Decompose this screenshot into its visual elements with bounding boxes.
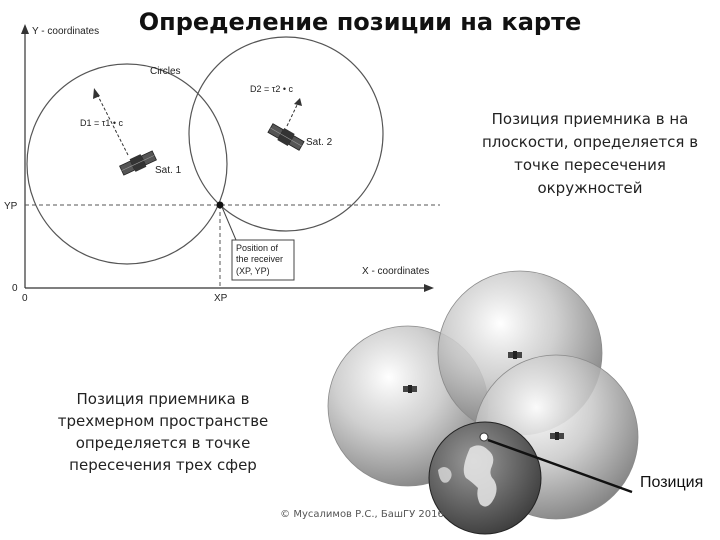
d1-arrowhead [93, 88, 100, 99]
circles-label: Circles [150, 66, 181, 77]
x-axis-arrow [424, 284, 434, 292]
sphere-satellite-1-icon [403, 385, 417, 393]
yp-label: YP [4, 201, 18, 212]
sphere-satellite-3-icon [550, 432, 564, 440]
d2-label: D2 = τ2 • c [250, 84, 293, 94]
spheres-diagram [328, 271, 703, 534]
space-caption: Позиция приемника в трехмерном пространстве определяется в точке пересечения трех сфер [57, 390, 269, 474]
sat1-label: Sat. 1 [155, 165, 182, 176]
satellite-2-icon [267, 122, 305, 152]
y-axis-arrow [21, 24, 29, 34]
position-point [480, 433, 488, 441]
d2-radius-arrow [287, 103, 298, 126]
receiver-line3: (XP, YP) [236, 266, 270, 276]
d2-arrowhead [294, 98, 302, 106]
sphere-satellite-2-icon [508, 351, 522, 359]
slide-title: Определение позиции на карте [138, 8, 582, 36]
satellite-1-icon [119, 149, 158, 177]
receiver-line2: the receiver [236, 254, 284, 264]
copyright-text: © Мусалимов Р.С., БашГУ 2016 [280, 509, 444, 520]
xp-label: XP [214, 293, 228, 304]
receiver-line1: Position of [236, 243, 279, 253]
origin-y-label: 0 [12, 283, 18, 294]
sat2-label: Sat. 2 [306, 137, 333, 148]
d1-label: D1 = τ1 • c [80, 118, 123, 128]
x-axis-label: X - coordinates [362, 266, 430, 277]
plane-caption: Позиция приемника в на плоскости, определяется в точке пересечения окружностей [481, 110, 699, 197]
origin-x-label: 0 [22, 293, 28, 304]
position-label: Позиция [640, 474, 704, 491]
y-axis-label: Y - coordinates [32, 26, 100, 37]
plane-diagram [4, 24, 440, 304]
